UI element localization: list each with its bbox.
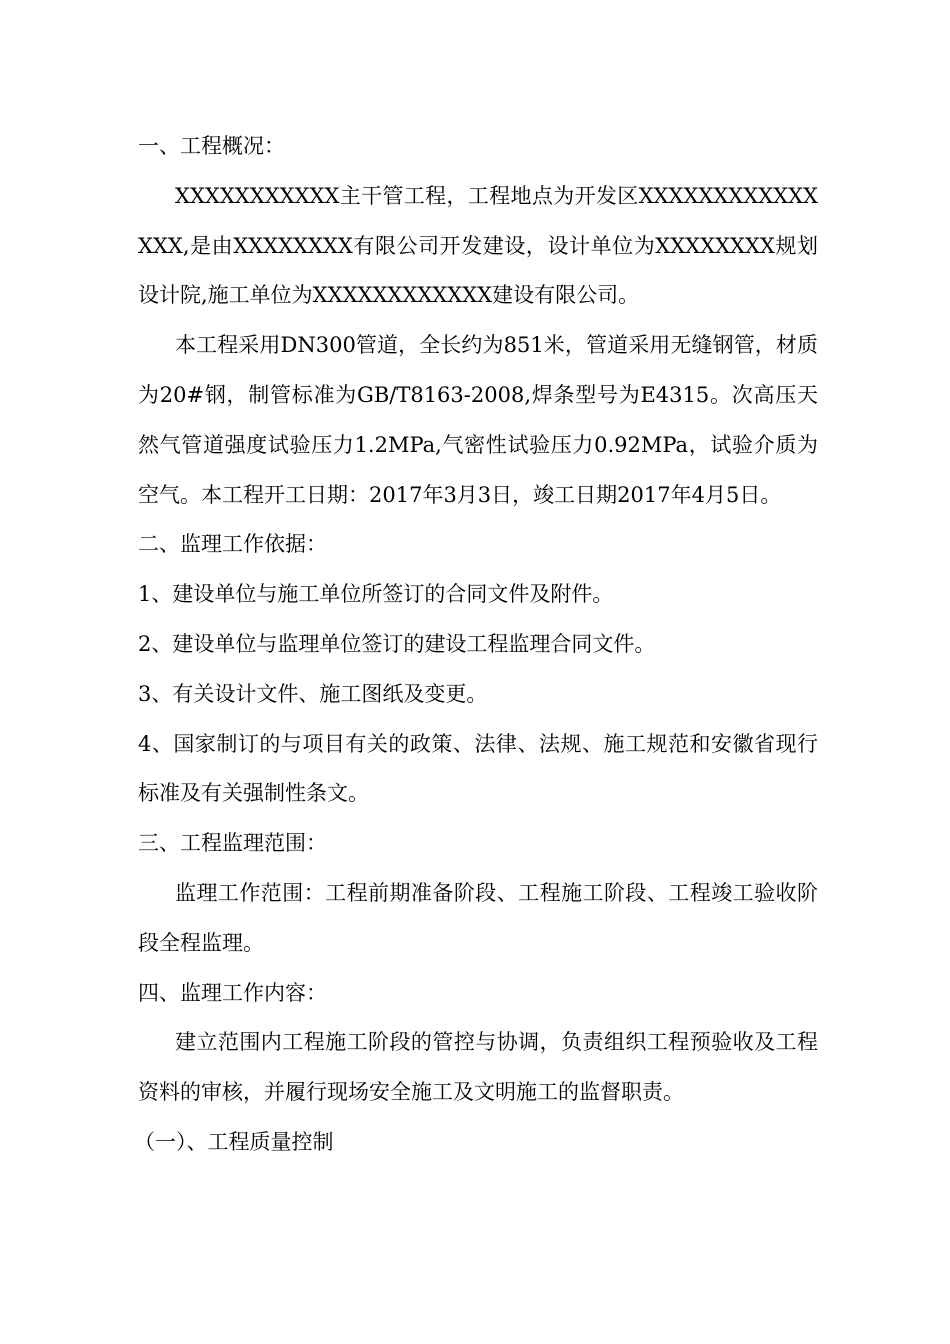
content-paragraph: 建立范围内工程施工阶段的管控与协调，负责组织工程预验收及工程资料的审核，并履行现场安全施工及文明施工的监督职责。 (138, 1030, 818, 1105)
overview-paragraph-specs: 本工程采用DN300管道，全长约为851米，管道采用无缝钢管，材质为20#钢，制管标准为GB/T8163-2008,焊条型号为E4315。次高压天然气管道强度试验压力1.2MPa,气密性试验压力0.92MPa，试验介质为空气。本工程开工日期：2017年3月3日，竣工日期2017年4月5日。 (138, 333, 818, 507)
section-heading-basis: 二、监理工作依据： (138, 532, 327, 557)
basis-item-3: 3、有关设计文件、施工图纸及变更。 (138, 681, 488, 706)
basis-item-1: 1、建设单位与施工单位所签订的合同文件及附件。 (138, 582, 614, 607)
basis-item-4: 4、国家制订的与项目有关的政策、法律、法规、施工规范和安徽省现行标准及有关强制性条文。 (138, 731, 818, 806)
subsection-heading-quality-control: （一）、工程质量控制 (134, 1129, 334, 1154)
overview-paragraph-parties: XXXXXXXXXXX主干管工程，工程地点为开发区XXXXXXXXXXXXXXX,是由XXXXXXXX有限公司开发建设，设计单位为XXXXXXXX规划设计院,施工单位为XXXXXXXXXXXX建设有限公司。 (138, 183, 818, 308)
section-heading-overview: 一、工程概况： (138, 134, 285, 158)
basis-item-2: 2、建设单位与监理单位签订的建设工程监理合同文件。 (138, 631, 656, 656)
section-heading-scope: 三、工程监理范围： (138, 831, 327, 856)
scope-paragraph: 监理工作范围：工程前期准备阶段、工程施工阶段、工程竣工验收阶段全程监理。 (138, 880, 818, 955)
document-body (134, 122, 818, 1168)
section-heading-content: 四、监理工作内容： (138, 980, 327, 1005)
